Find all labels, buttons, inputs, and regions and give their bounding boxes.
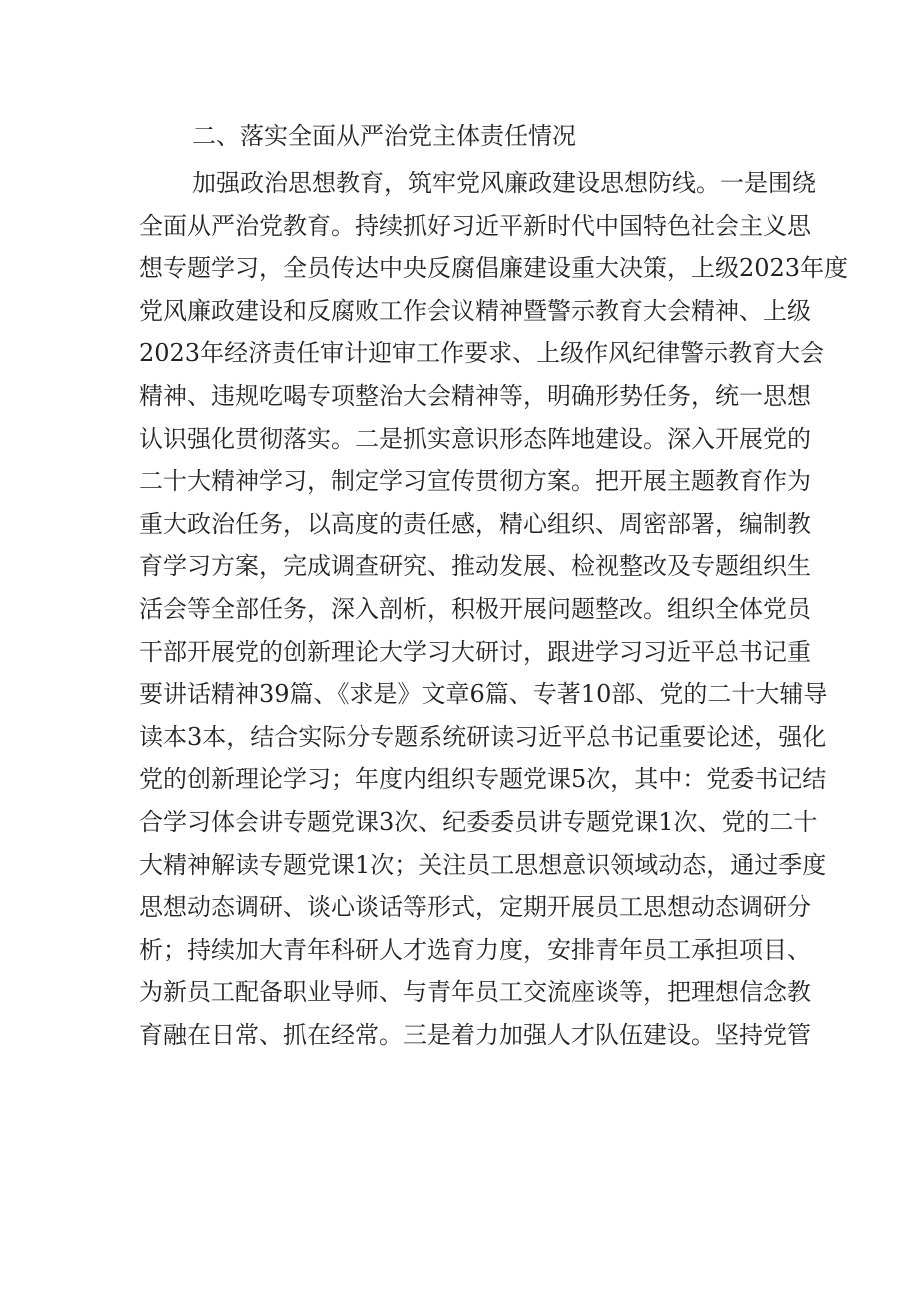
paragraph-line: 读本3本，结合实际分专题系统研读习近平总书记重要论述，强化 (139, 722, 827, 751)
paragraph-line: 大精神解读专题党课1次；关注员工思想意识领域动态，通过季度 (139, 850, 827, 879)
paragraph-line: 干部开展党的创新理论大学习大研讨，跟进学习习近平总书记重 (139, 637, 811, 666)
paragraph-line: 活会等全部任务，深入剖析，积极开展问题整改。组织全体党员 (139, 594, 811, 623)
paragraph-line: 二十大精神学习，制定学习宣传贯彻方案。把开展主题教育作为 (139, 467, 811, 496)
paragraph-line: 为新员工配备职业导师、与青年员工交流座谈等，把理想信念教 (139, 978, 811, 1007)
paragraph-line: 2023年经济责任审计迎审工作要求、上级作风纪律警示教育大会 (139, 339, 825, 368)
paragraph-line: 育融在日常、抓在经常。三是着力加强人才队伍建设。坚持党管 (139, 1020, 811, 1049)
paragraph-line: 精神、违规吃喝专项整治大会精神等，明确形势任务，统一思想 (139, 381, 811, 410)
paragraph-line: 育学习方案，完成调查研究、推动发展、检视整改及专题组织生 (139, 552, 811, 581)
paragraph-line: 全面从严治党教育。持续抓好习近平新时代中国特色社会主义思 (139, 211, 811, 240)
paragraph-line: 重大政治任务，以高度的责任感，精心组织、周密部署，编制教 (139, 509, 811, 538)
paragraph-line: 想专题学习，全员传达中央反腐倡廉建设重大决策，上级2023年度 (139, 254, 849, 283)
paragraph-line: 加强政治思想教育，筑牢党风廉政建设思想防线。一是围绕 (192, 169, 816, 197)
paragraph-line: 认识强化贯彻落实。二是抓实意识形态阵地建设。深入开展党的 (139, 424, 811, 453)
paragraph-line: 党风廉政建设和反腐败工作会议精神暨警示教育大会精神、上级 (139, 296, 811, 325)
section-heading: 二、落实全面从严治党主体责任情况 (192, 122, 576, 150)
paragraph-line: 合学习体会讲专题党课3次、纪委委员讲专题党课1次、党的二十 (139, 807, 818, 836)
paragraph-line: 析；持续加大青年科研人才选育力度，安排青年员工承担项目、 (139, 935, 811, 964)
body-paragraph (139, 162, 849, 1056)
paragraph-line: 要讲话精神39篇、《求是》文章6篇、专著10部、党的二十大辅导 (139, 680, 828, 709)
paragraph-line: 思想动态调研、谈心谈话等形式，定期开展员工思想动态调研分 (139, 893, 811, 922)
paragraph-line: 党的创新理论学习；年度内组织专题党课5次，其中：党委书记结 (139, 765, 827, 794)
